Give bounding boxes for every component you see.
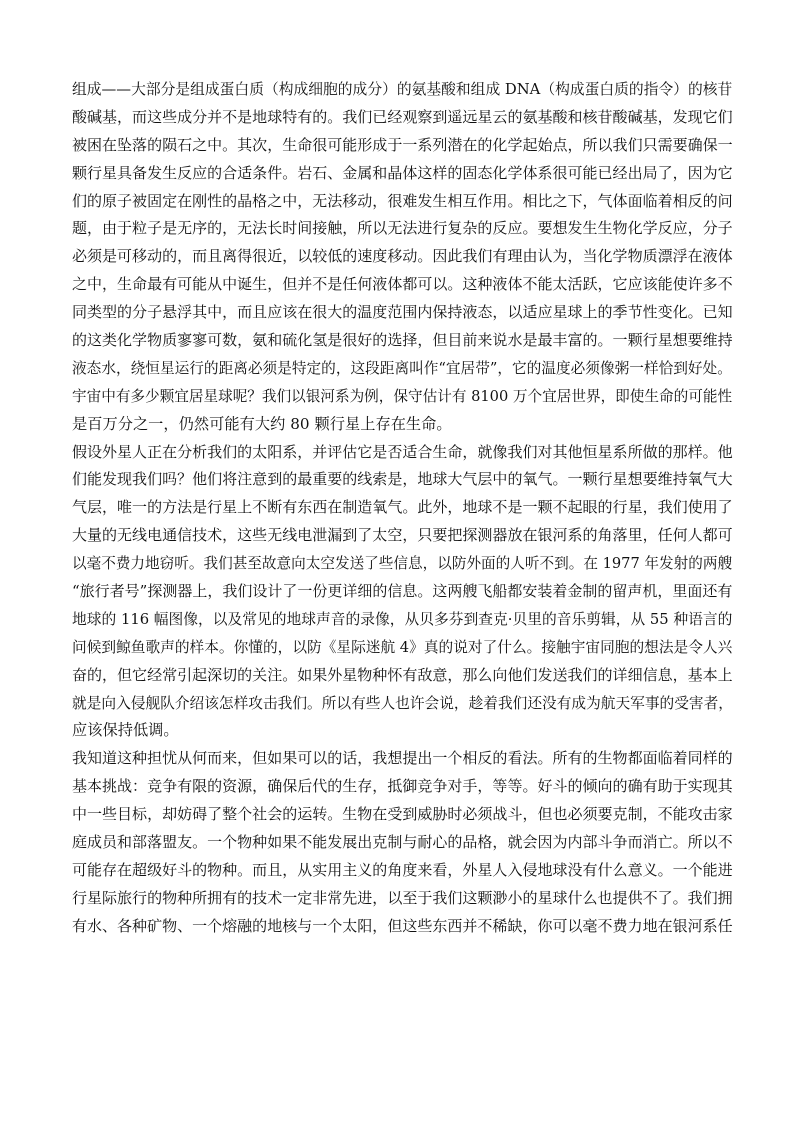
text-line: 地球的 116 幅图像，以及常见的地球声音的录像，从贝多芬到查克·贝里的音乐剪辑，从 55 种语言的 xyxy=(72,610,733,628)
text-line: 庭成员和部落盟友。一个物种如果不能发展出克制与耐心的品格，就会因为内部斗争而消亡。所以不 xyxy=(72,833,733,852)
text-line: 们的原子被固定在刚性的晶格之中，无法移动，很难发生相互作用。相比之下，气体面临着相反的问 xyxy=(72,191,733,210)
text-line: 假设外星人正在分析我们的太阳系，并评估它是否适合生命，就像我们对其他恒星系所做的那样。他 xyxy=(72,442,733,461)
text-line: 被困在坠落的陨石之中。其次，生命很可能形成于一系列潜在的化学起始点，所以我们只需要确保一 xyxy=(72,135,733,154)
text-line: 必须是可移动的，而且离得很近，以较低的速度移动。因此我们有理由认为，当化学物质漂浮在液体 xyxy=(72,247,733,266)
paragraph xyxy=(72,439,732,746)
text-line: 以毫不费力地窃听。我们甚至故意向太空发送了些信息，以防外面的人听不到。在 1977 年发射的两艘 xyxy=(72,555,733,573)
text-line: 我知道这种担忧从何而来，但如果可以的话，我想提出一个相反的看法。所有的生物都面临着同样的 xyxy=(72,749,733,768)
text-line: 行星际旅行的物种所拥有的技术一定非常先进，以至于我们这颗渺小的星球什么也提供不了。我们拥 xyxy=(72,888,733,907)
text-line: 液态水，绕恒星运行的距离必须是特定的，这段距离叫作“宜居带”，它的温度必须像粥一样恰到好处。 xyxy=(72,359,732,377)
text-line: 的这类化学物质寥寥可数，氨和硫化氢是很好的选择，但目前来说水是最丰富的。一颗行星想要维持 xyxy=(72,331,733,350)
text-line: 们能发现我们吗？他们将注意到的最重要的线索是，地球大气层中的氧气。一颗行星想要维持氧气大 xyxy=(72,470,733,489)
text-line: “旅行者号”探测器上，我们设计了一份更详细的信息。这两艘飞船都安装着金制的留声机，里面还有 xyxy=(72,582,733,601)
text-line: 同类型的分子悬浮其中，而且应该在很大的温度范围内保持液态，以适应星球上的季节性变化。已知 xyxy=(72,303,733,322)
text-line: 酸碱基，而这些成分并不是地球特有的。我们已经观察到遥远星云的氨基酸和核苷酸碱基，发现它们 xyxy=(72,107,733,126)
text-line: 是百万分之一，仍然可能有大约 80 颗行星上存在生命。 xyxy=(72,414,452,433)
paragraph xyxy=(72,76,732,439)
text-line: 宇宙中有多少颗宜居星球呢？我们以银河系为例，保守估计有 8100 万个宜居世界，即使生命的可能性 xyxy=(72,387,733,405)
text-line: 就是向入侵舰队介绍该怎样攻击我们。所以有些人也许会说，趁着我们还没有成为航天军事的受害者， xyxy=(72,694,733,712)
text-line: 问候到鲸鱼歌声的样本。你懂的，以防《星际迷航 4》真的说对了什么。接触宇宙同胞的想法是令人兴 xyxy=(72,638,733,656)
text-line: 气层，唯一的方法是行星上不断有东西在制造氧气。此外，地球不是一颗不起眼的行星，我们使用了 xyxy=(72,498,733,517)
text-line: 有水、各种矿物、一个熔融的地核与一个太阳，但这些东西并不稀缺，你可以毫不费力地在银河系任 xyxy=(72,916,733,935)
text-line: 可能存在超级好斗的物种。而且，从实用主义的角度来看，外星人入侵地球没有什么意义。一个能进 xyxy=(72,860,733,879)
text-line: 基本挑战：竞争有限的资源，确保后代的生存，抵御竞争对手，等等。好斗的倾向的确有助于实现其 xyxy=(72,777,733,796)
text-line: 奋的，但它经常引起深切的关注。如果外星物种怀有敌意，那么向他们发送我们的详细信息，基本上 xyxy=(72,665,733,684)
text-line: 应该保持低调。 xyxy=(72,721,179,740)
text-line: 题，由于粒子是无序的，无法长时间接触，所以无法进行复杂的反应。要想发生生物化学反应，分子 xyxy=(72,219,733,238)
text-line: 之中，生命最有可能从中诞生，但并不是任何液体都可以。这种液体不能太活跃，它应该能使许多不 xyxy=(72,275,733,294)
document-body xyxy=(72,76,732,941)
text-line: 组成——大部分是组成蛋白质（构成细胞的成分）的氨基酸和组成 DNA（构成蛋白质的指令）的核苷 xyxy=(72,81,733,98)
text-line: 中一些目标，却妨碍了整个社会的运转。生物在受到威胁时必须战斗，但也必须要克制，不能攻击家 xyxy=(72,805,733,824)
paragraph xyxy=(72,745,732,940)
text-line: 颗行星具备发生反应的合适条件。岩石、金属和晶体这样的固态化学体系很可能已经出局了，因为它 xyxy=(72,163,733,182)
text-line: 大量的无线电通信技术，这些无线电泄漏到了太空，只要把探测器放在银河系的角落里，任何人都可 xyxy=(72,526,733,545)
